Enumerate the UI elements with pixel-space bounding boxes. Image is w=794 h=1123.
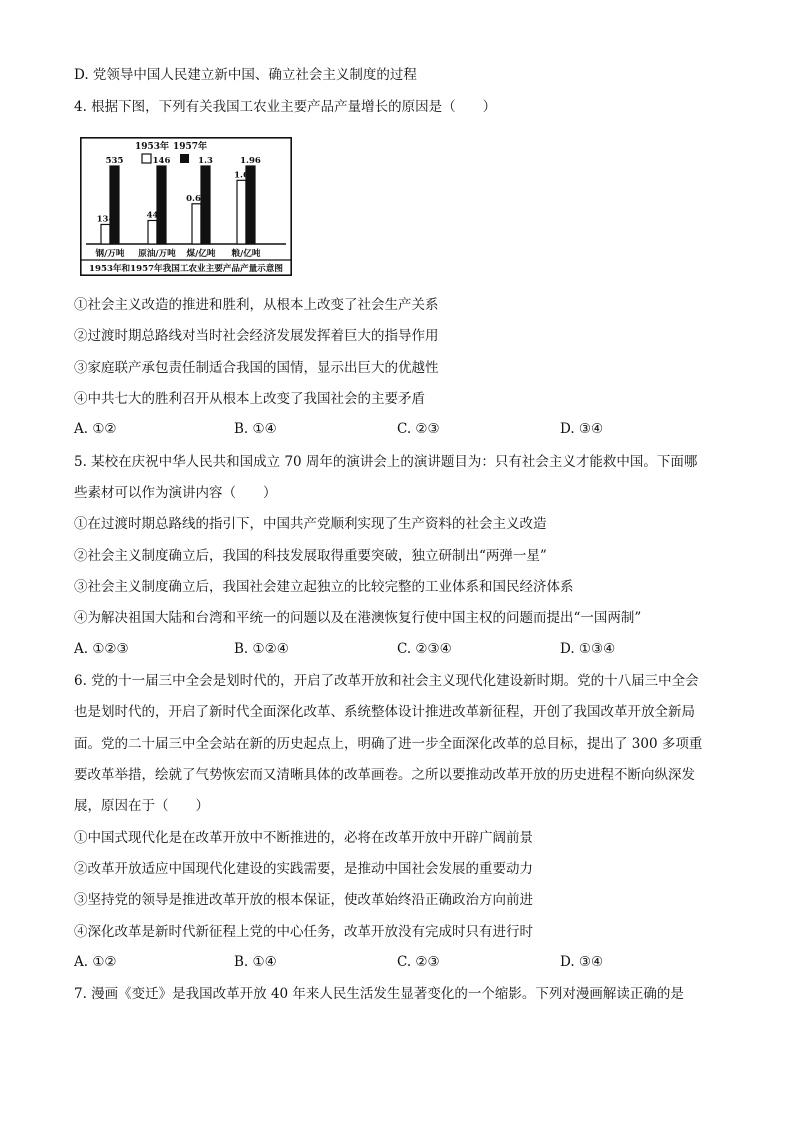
bar-1957-2 — [201, 166, 210, 244]
value-label-1957-0: 535 — [105, 156, 124, 166]
q4-statement-1: ①社会主义改造的推进和胜利，从根本上改变了社会生产关系 — [74, 297, 439, 313]
q5-statement-4: ④为解决祖国大陆和台湾和平统一的问题以及在港澳恢复行使中国主权的问题而提出“一国两制” — [74, 610, 642, 626]
q4-option-d[interactable]: D. ③④ — [560, 421, 604, 437]
q6-statement-1: ①中国式现代化是在改革开放中不断推进的，必将在改革开放中开辟广阔前景 — [74, 830, 533, 846]
q4-options — [74, 421, 734, 439]
q4-statement-2: ②过渡时期总路线对当时社会经济发展发挥着巨大的指导作用 — [74, 328, 439, 344]
question-6-stem-4: 要改革举措，绘就了气势恢宏而又清晰具体的改革画卷。之所以要推动改革开放的历史进程不断向纵深发 — [74, 767, 695, 783]
q4-option-a[interactable]: A. ①② — [74, 421, 117, 437]
q6-statement-2: ②改革开放适应中国现代化建设的实践需要，是推动中国社会发展的重要动力 — [74, 861, 533, 877]
question-6-stem-1: 6. 党的十一届三中全会是划时代的，开启了改革开放和社会主义现代化建设新时期。党的十八届三中全会 — [74, 673, 699, 689]
chart-svg — [80, 137, 292, 276]
q6-option-a[interactable]: A. ①② — [74, 954, 117, 970]
bar-1953-0 — [101, 224, 110, 244]
category-label-2: 煤/亿吨 — [186, 249, 216, 259]
chart-title: 1953年和1957年我国工农业主要产品产量示意图 — [89, 264, 283, 274]
bar-1953-2 — [192, 204, 201, 244]
production-chart — [80, 137, 292, 276]
bar-1953-1 — [148, 220, 157, 244]
q3-option-d: D. 党领导中国人民建立新中国、确立社会主义制度的过程 — [74, 67, 417, 83]
value-label-1953-1: 44 — [146, 210, 159, 221]
q5-option-c[interactable]: C. ②③④ — [397, 641, 452, 657]
q5-option-b[interactable]: B. ①②④ — [234, 641, 289, 657]
q6-option-c[interactable]: C. ②③ — [397, 954, 440, 970]
question-6-stem-3: 面。党的二十届三中全会站在新的历史起点上，明确了进一步全面深化改革的总目标，提出了 300 多项重 — [74, 736, 703, 752]
q5-option-d[interactable]: D. ①③④ — [560, 641, 616, 657]
bar-1957-0 — [110, 166, 119, 244]
q6-statement-4: ④深化改革是新时代新征程上党的中心任务，改革开放没有完成时只有进行时 — [74, 924, 533, 940]
question-6-stem-2: 也是划时代的，开启了新时代全面深化改革、系统整体设计推进改革新征程，开创了我国改革开放全新局 — [74, 704, 695, 720]
q6-statement-3: ③坚持党的领导是推进改革开放的根本保证，使改革始终沿正确政治方向前进 — [74, 892, 533, 908]
question-4-stem: 4. 根据下图，下列有关我国工农业主要产品产量增长的原因是（ ） — [74, 99, 497, 115]
q4-option-c[interactable]: C. ②③ — [397, 421, 440, 437]
q5-statement-3: ③社会主义制度确立后，我国社会建立起独立的比较完整的工业体系和国民经济体系 — [74, 579, 574, 595]
q4-statement-4: ④中共七大的胜利召开从根本上改变了我国社会的主要矛盾 — [74, 391, 425, 407]
q6-option-d[interactable]: D. ③④ — [560, 954, 604, 970]
q5-statement-2: ②社会主义制度确立后，我国的科技发展取得重要突破，独立研制出“两弹一星” — [74, 548, 547, 564]
q5-options — [74, 641, 734, 659]
q6-options — [74, 954, 734, 972]
q4-statement-3: ③家庭联产承包责任制适合我国的国情，显示出巨大的优越性 — [74, 360, 439, 376]
question-6-stem-5: 展，原因在于（ ） — [74, 798, 209, 814]
bar-1957-1 — [157, 166, 166, 244]
value-label-1957-3: 1.96 — [240, 156, 261, 166]
legend-label-1957: 1957年 — [173, 142, 208, 152]
q4-option-b[interactable]: B. ①④ — [234, 421, 277, 437]
category-label-0: 钢/万吨 — [95, 249, 125, 259]
question-5-stem-1: 5. 某校在庆祝中华人民共和国成立 70 周年的演讲会上的演讲题目为：只有社会主义才能救中国。下面哪 — [74, 454, 698, 470]
question-7-stem: 7. 漫画《变迁》是我国改革开放 40 年来人民生活发生显著变化的一个缩影。下列对漫画解读正确的是 — [74, 986, 684, 1002]
value-label-1957-2: 1.3 — [198, 156, 213, 166]
bar-1953-3 — [237, 180, 246, 244]
value-label-1953-3: 1.6 — [234, 170, 249, 181]
q5-option-a[interactable]: A. ①②③ — [74, 641, 129, 657]
category-label-1: 原油/万吨 — [138, 249, 176, 259]
value-label-1957-1: 146 — [152, 156, 171, 166]
value-label-1953-2: 0.67 — [186, 193, 207, 204]
legend-swatch-1957 — [180, 154, 189, 163]
q6-option-b[interactable]: B. ①④ — [234, 954, 277, 970]
legend-label-1953: 1953年 — [135, 142, 170, 152]
value-label-1953-0: 134 — [96, 214, 115, 225]
legend-swatch-1953 — [142, 154, 151, 163]
category-label-3: 粮/亿吨 — [231, 249, 261, 259]
q5-statement-1: ①在过渡时期总路线的指引下，中国共产党顺利实现了生产资料的社会主义改造 — [74, 516, 547, 532]
question-5-stem-2: 些素材可以作为演讲内容（ ） — [74, 485, 277, 501]
